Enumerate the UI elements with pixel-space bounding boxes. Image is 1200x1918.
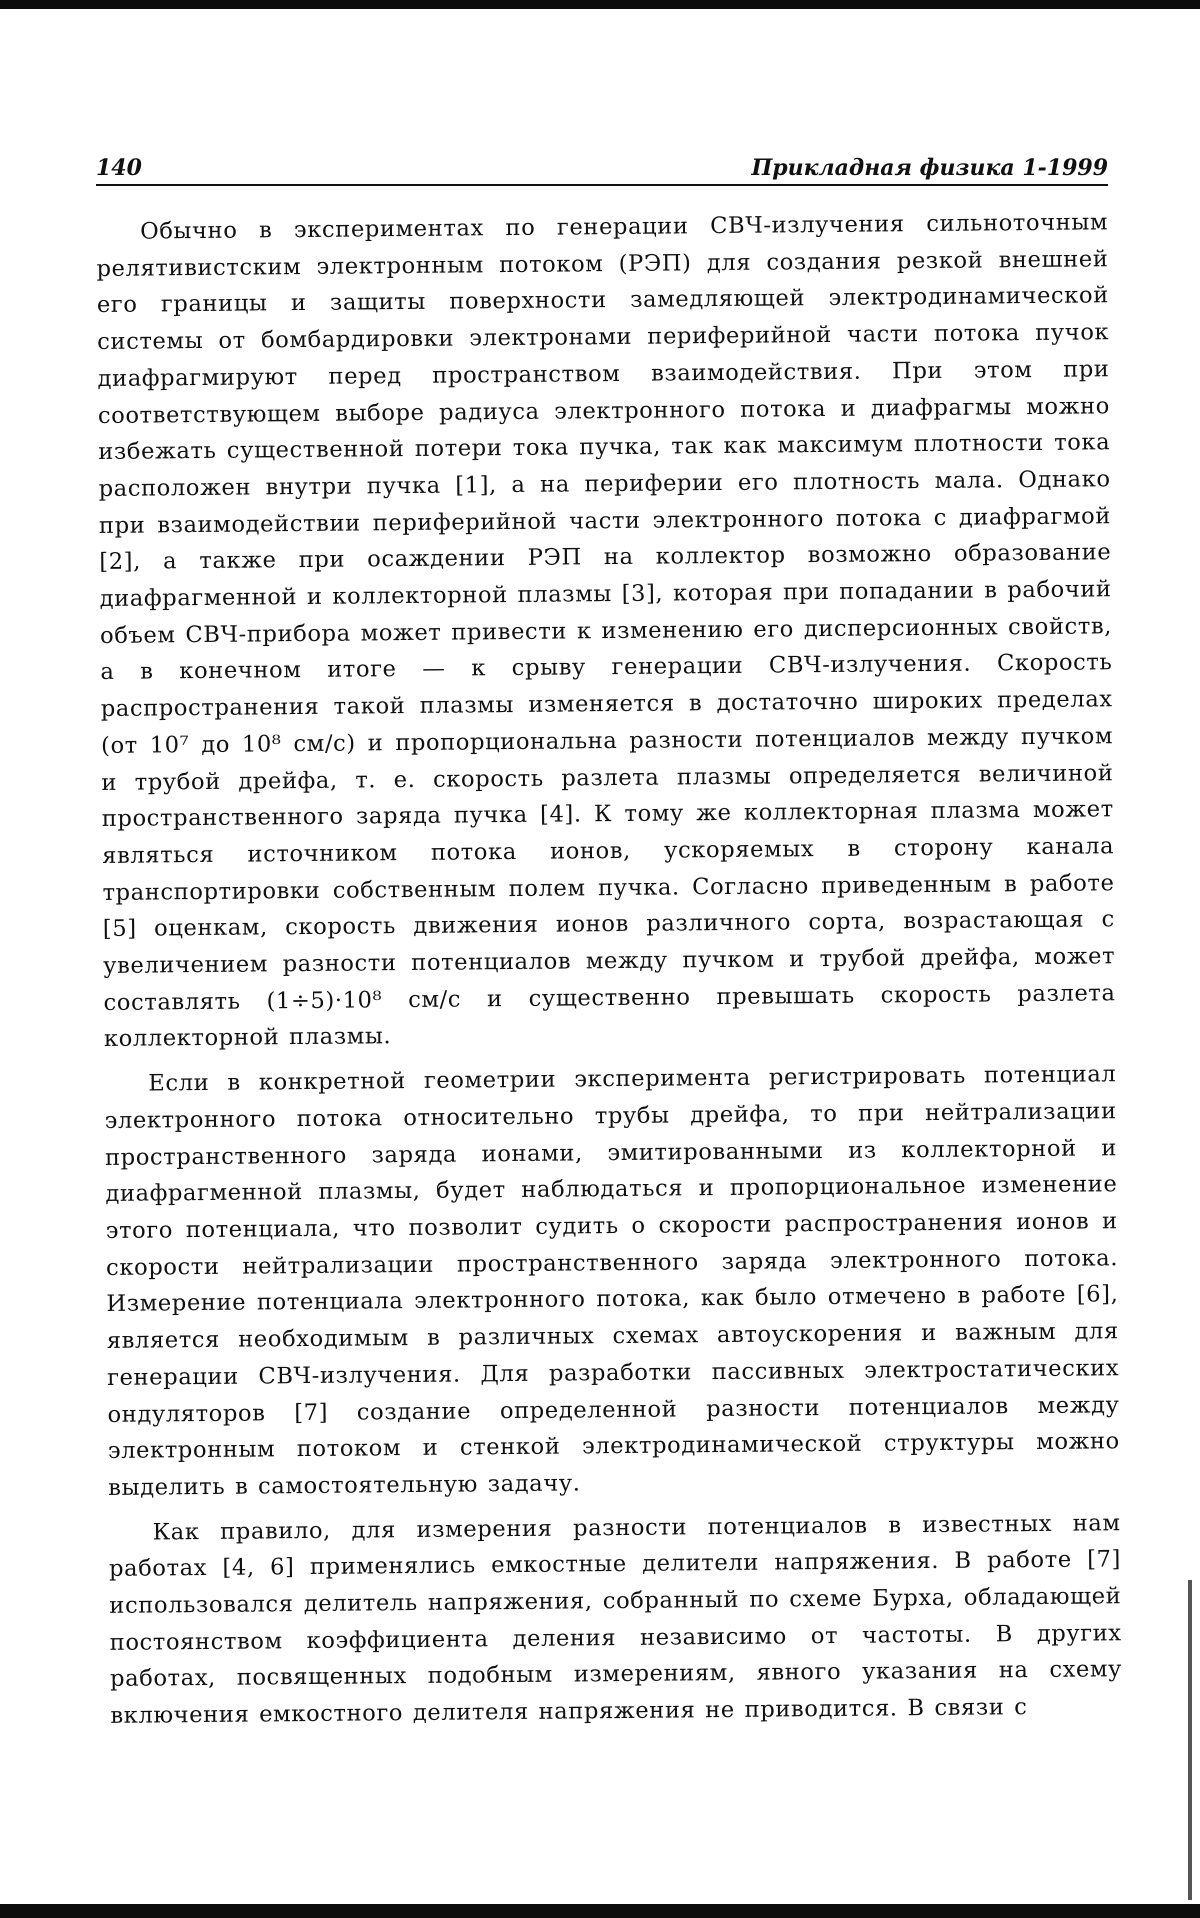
running-header: [96, 150, 1108, 186]
paragraph: Как правило, для измерения разности потенциалов в известных нам работах [4, 6] применялись емкостные делители напряжения. В работе [7] использовался делитель напряжения, собранный по схеме Бурха, обладающей постоянством коэффициента деления независимо от частоты. В других работах, посвященных подобным измерениям, явного указания на схему включения емкостного делителя напряжения не приводится. В связи с: [108, 1509, 1123, 1730]
scan-border-bottom: [0, 1904, 1200, 1918]
body-text: [96, 204, 1123, 1734]
page-number: 140: [96, 155, 142, 181]
journal-title: Прикладная физика 1-1999: [751, 155, 1108, 181]
paragraph: Если в конкретной геометрии эксперимента регистрировать потенциал электронного потока относительно трубы дрейфа, то при нейтрализации пространственного заряда ионами, эмитированными из коллекторной и диафрагменной плазмы, будет наблюдаться и пропорциональное изменение этого потенциала, что позволит судить о скорости распространения ионов и скорости нейтрализации пространственного заряда электронного потока. Измерение потенциала электронного потока, как было отмечено в работе [6], является необходимым в различных схемах автоускорения и важным для генерации СВЧ-излучения. Для разработки пассивных электростатических ондуляторов [7] создание определенной разности потенциалов между электронным потоком и стенкой электродинамической структуры можно выделить в самостоятельную задачу.: [104, 1061, 1120, 1501]
scan-border-top: [0, 0, 1200, 9]
document-page: [96, 150, 1123, 1743]
paragraph: Обычно в экспериментах по генерации СВЧ-излучения сильноточным релятивистским электронным потоком (РЭП) для создания резкой внешней его границы и защиты поверхности замедляющей электродинамической системы от бомбардировки электронами периферийной части потока пучок диафрагмируют перед пространством взаимодействия. При этом при соответствующем выборе радиуса электронного потока и диафрагмы можно избежать существенной потери тока пучка, так как максимум плотности тока расположен внутри пучка [1], а на периферии его плотность мала. Однако при взаимодействии периферийной части электронного потока с диафрагмой [2], а также при осаждении РЭП на коллектор возможно образование диафрагменной и коллекторной плазмы [3], которая при попадании в рабочий объем СВЧ-прибора может привести к изменению его дисперсионных свойств, а в конечном итоге — к срыву генерации СВЧ-излучения. Скорость распространения такой плазмы изменяется в достаточно широких пределах (от 10⁷ до 10⁸ см/с) и пропорциональна разности потенциалов между пучком и трубой дрейфа, т. е. скорость разлета плазмы определяется величиной пространственного заряда пучка [4]. К тому же коллекторная плазма может являться источником потока ионов, ускоряемых в сторону канала транспортировки собственным полем пучка. Согласно приведенным в работе [5] оценкам, скорость движения ионов различного сорта, возрастающая с увеличением разности потенциалов между пучком и трубой дрейфа, может составлять (1÷5)·10⁸ см/с и существенно превышать скорость разлета коллекторной плазмы.: [96, 209, 1116, 1053]
scan-edge-right: [1188, 1580, 1192, 1900]
